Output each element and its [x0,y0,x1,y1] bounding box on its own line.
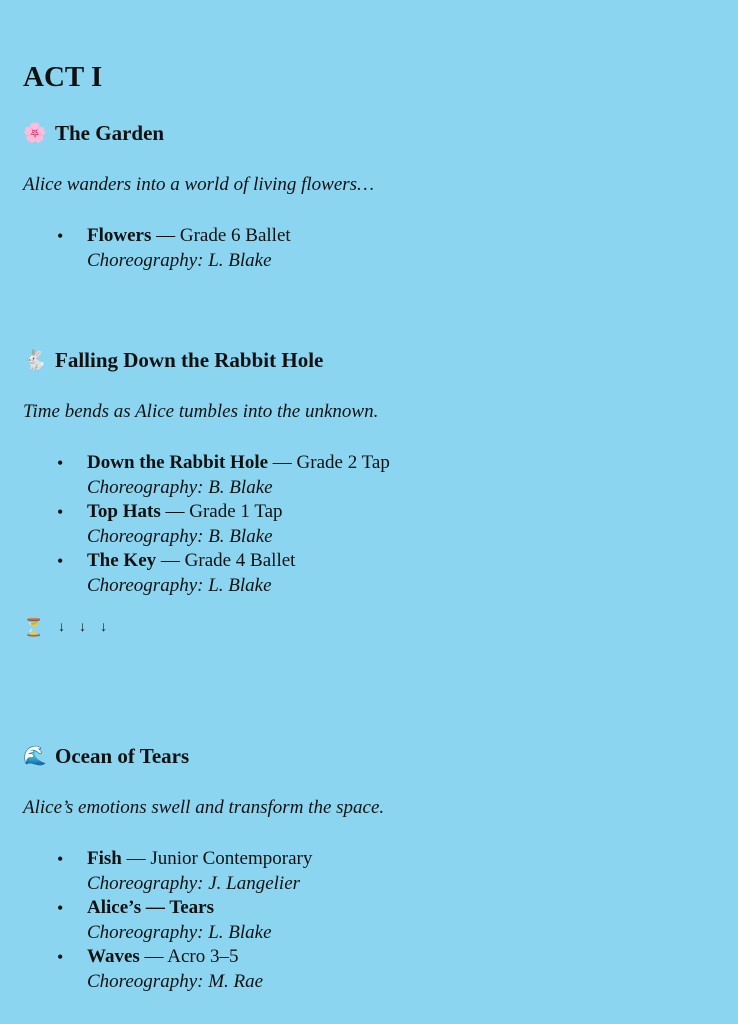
scene-description: Alice’s emotions swell and transform the space. [23,797,385,818]
number-title: Waves [87,946,140,967]
numbers-list [23,224,703,273]
down-arrow-icon: ↓ [58,620,66,635]
choreography: Choreography: L. Blake [87,921,272,943]
number-title: Down the Rabbit Hole [87,452,269,473]
number-detail: — Grade 2 Tap [268,452,390,473]
number-title: The Key [87,550,157,571]
list-item [23,945,703,994]
scene-title: Falling Down the Rabbit Hole [55,347,324,372]
transition-marker [23,618,107,638]
flower-icon: 🌸 [23,123,47,144]
choreography: Choreography: B. Blake [87,476,273,498]
list-item [23,896,703,945]
wave-icon: 🌊 [23,746,47,767]
number-detail: — Grade 6 Ballet [151,225,291,246]
number-detail: — Grade 1 Tap [160,501,283,522]
choreography: Choreography: L. Blake [87,574,272,596]
act-title: ACT I [23,61,103,93]
number-detail: — Junior Contemporary [121,848,313,869]
scene-title: Ocean of Tears [55,743,190,768]
number-detail: — Acro 3–5 [139,946,239,967]
numbers-list [23,451,703,598]
down-arrow-icon: ↓ [100,620,108,635]
down-arrow-icon: ↓ [79,620,87,635]
bullet: • [57,453,64,473]
scene-title: The Garden [55,120,165,145]
choreography: Choreography: L. Blake [87,249,272,271]
choreography: Choreography: J. Langelier [87,872,301,894]
list-item [23,451,703,500]
list-item [23,549,703,598]
scene-ocean-of-tears [23,741,723,992]
list-item [23,500,703,549]
hourglass-icon: ⏳ [23,618,45,637]
bullet: • [57,226,64,246]
number-title: Flowers [87,225,152,246]
bullet: • [57,947,64,967]
list-item [23,224,703,273]
number-title: Top Hats [87,501,161,522]
scene-rabbit-hole [23,345,723,596]
numbers-list [23,847,703,994]
choreography: Choreography: B. Blake [87,525,273,547]
number-detail: — Grade 4 Ballet [156,550,296,571]
scene-garden [23,118,723,271]
choreography: Choreography: M. Rae [87,970,264,992]
bullet: • [57,502,64,522]
list-item [23,847,703,896]
bullet: • [57,898,64,918]
scene-description: Time bends as Alice tumbles into the unknown. [23,401,379,422]
bullet: • [57,849,64,869]
bullet: • [57,551,64,571]
number-title: Alice’s — Tears [87,897,215,918]
scene-description: Alice wanders into a world of living flowers… [23,174,374,195]
rabbit-icon: 🐇 [23,350,47,371]
number-title: Fish [87,848,122,869]
